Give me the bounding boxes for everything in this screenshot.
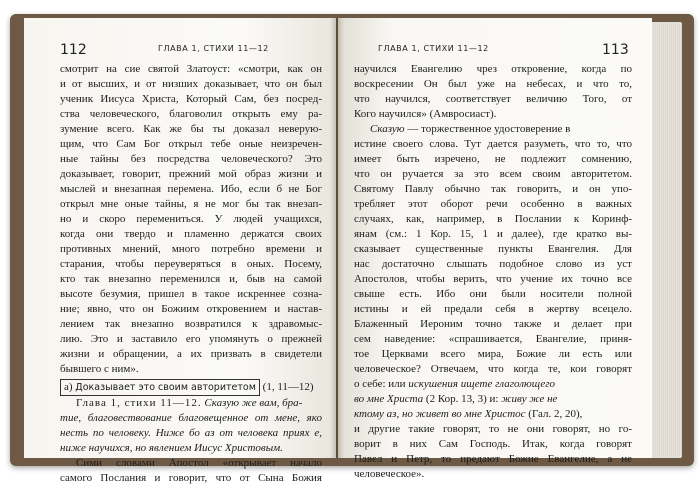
text-line: и другие такие говорят, то не они говорят, но го- bbox=[354, 423, 632, 435]
text-line: что он ручается за это всем своим авторитетом. bbox=[354, 168, 632, 180]
text-line: зумение всего. Как же бы ты доказал неверую- bbox=[60, 123, 322, 135]
scripture-quote: ктому аз, но живет во мне Христос bbox=[354, 408, 526, 420]
section-ref: (1, 11—12) bbox=[262, 381, 314, 393]
verse-text: Сказую же вам, бра- bbox=[204, 397, 303, 409]
left-body-text bbox=[60, 62, 322, 486]
text-line bbox=[354, 407, 632, 422]
text-line: высоте безумия, пришел в такое искреннее сознa- bbox=[60, 288, 322, 300]
text-line: Святому Павлу обычно так говорить, и он упо- bbox=[354, 183, 632, 195]
text-line: самого Послания и говорит, что от Сына Божия bbox=[60, 472, 322, 484]
page-number: 113 bbox=[602, 42, 629, 58]
text-span: — торжественное удостоверение в bbox=[407, 123, 571, 135]
text-line: Павел и Петр, то предают Божие Евангелие, а не bbox=[354, 453, 632, 465]
right-page bbox=[338, 18, 652, 480]
text-line: щим, что Сам Бог открыл тебе оные неизречен- bbox=[60, 138, 322, 150]
text-line: человеческое? Отвечаем, что когда те, кои говорят bbox=[354, 363, 632, 375]
book-gutter bbox=[330, 18, 344, 458]
text-line: ворит в них Сам Господь. Итак, когда говорят bbox=[354, 438, 632, 450]
text-line: ства человеческого, благоволил открыть ему ра- bbox=[60, 108, 322, 120]
text-line: доказывает, говорит, прежний мой образ жизни и bbox=[60, 168, 322, 180]
section-heading-line bbox=[60, 377, 322, 396]
text-line: что научился, соответствует величию Того, от bbox=[354, 93, 632, 105]
text-line: Апостолов, чтобы верить, что учение их точно все bbox=[354, 273, 632, 285]
text-line: жизни и обращении, а их призвать в свидетели bbox=[60, 348, 322, 360]
text-line: ученик Иисуса Христа, Который Сам, без посред- bbox=[60, 93, 322, 105]
section-heading-box bbox=[60, 379, 260, 396]
text-line: истине своего слова. Тут дается разуметь, что то, что bbox=[354, 138, 632, 150]
scripture-quote: искушения ищете глаголющего bbox=[408, 378, 556, 390]
left-page bbox=[24, 18, 336, 484]
text-line: лию. Это и заставило его упомянуть о прежней bbox=[60, 333, 322, 345]
text-line: кто так внезапно переменился и, быв на самой bbox=[60, 273, 322, 285]
text-line: случаях, как, например, в Послании к Коринф- bbox=[354, 213, 632, 225]
verse-line: тие, благовествование благовещенное от мене, яко bbox=[60, 412, 322, 424]
text-line: требляет этот оборот речи особенно в важных bbox=[354, 198, 632, 210]
text-line: нас достаточно слышать подобное слово из уст bbox=[354, 258, 632, 270]
verse-line: несть по человеку. Ниже бо аз от человека приях е, bbox=[60, 427, 322, 439]
text-line: Блаженный Иероним точно также и делает при bbox=[354, 318, 632, 330]
text-line bbox=[354, 122, 632, 137]
text-line bbox=[354, 392, 632, 407]
page-edges bbox=[650, 22, 682, 458]
page-number: 112 bbox=[60, 42, 87, 58]
text-line: ние; явно, что он Божиим откровением и настав- bbox=[60, 303, 322, 315]
text-line: старания, чтобы переуверяться в оных. Посему, bbox=[60, 258, 322, 270]
text-line: противных мнений, много потребно времени и bbox=[60, 243, 322, 255]
text-line: воскресении Он был уже на небесах, и что то, bbox=[354, 78, 632, 90]
keyword: Сказую bbox=[370, 123, 405, 135]
right-body-text bbox=[354, 62, 632, 482]
scripture-ref: (Гал. 2, 20), bbox=[528, 408, 583, 420]
verse-ref: Глава 1, стихи 11—12. bbox=[76, 397, 202, 409]
text-line: смотрит на сие святой Златоуст: «смотри, как он bbox=[60, 63, 322, 75]
text-line: ные тайны без посредства человеческого? Это bbox=[60, 153, 322, 165]
text-line: научился Евангелию чрез откровение, когда по bbox=[354, 63, 632, 75]
text-line: имеет быть изречено, не подлежит сомнению, bbox=[354, 153, 632, 165]
text-line: бывшего с ним». bbox=[60, 363, 139, 375]
text-span: о себе: или bbox=[354, 378, 406, 390]
text-line: свыше есть. Ибо они были носители полной bbox=[354, 288, 632, 300]
text-line: Сими словами Апостол «открывает начало bbox=[76, 457, 322, 469]
text-line bbox=[354, 377, 632, 392]
running-head: ГЛАВА 1, СТИХИ 11—12 bbox=[378, 44, 489, 53]
scripture-ref: (2 Кор. 13, 3) и: bbox=[425, 393, 499, 405]
text-line: сказывает существенные пункты Евангелия. Для bbox=[354, 243, 632, 255]
text-line: открыл мне оные тайны, я не мог бы так внезап- bbox=[60, 198, 322, 210]
text-line: янам (см.: 1 Кор. 15, 1 и далее), где кратко вы- bbox=[354, 228, 632, 240]
verse-line bbox=[60, 396, 322, 411]
text-line: Кого научился» (Амвросиаст). bbox=[354, 108, 497, 120]
text-line: истины и ей предали себя в жертву всецело. bbox=[354, 303, 632, 315]
text-line: мыслей и внезапная перемена. Ибо, если б не Бог bbox=[60, 183, 322, 195]
text-line: человеческое». bbox=[354, 468, 425, 480]
text-line: и от высших, и от низших доказывает, что он был bbox=[60, 78, 322, 90]
section-letter: а) bbox=[64, 381, 73, 393]
scripture-quote: живу же не bbox=[501, 393, 558, 405]
text-line: сем наведение: «спрашивается, Евангелие, приня- bbox=[354, 333, 632, 345]
text-line: лением так внезапно возвратился к здравомыс- bbox=[60, 318, 322, 330]
section-heading: Доказывает это своим авторитетом bbox=[75, 382, 256, 393]
text-line: тое Церквами всего мира, Божие ли есть или bbox=[354, 348, 632, 360]
text-line: когда они твердо и пламенно держатся своих bbox=[60, 228, 322, 240]
scripture-quote: во мне Христа bbox=[354, 393, 424, 405]
running-head: ГЛАВА 1, СТИХИ 11—12 bbox=[158, 44, 269, 53]
text-line: но и скоро перемениться. У людей учащихся, bbox=[60, 213, 322, 225]
verse-line: ниже научихся, но явлением Иисус Христовым. bbox=[60, 442, 283, 454]
